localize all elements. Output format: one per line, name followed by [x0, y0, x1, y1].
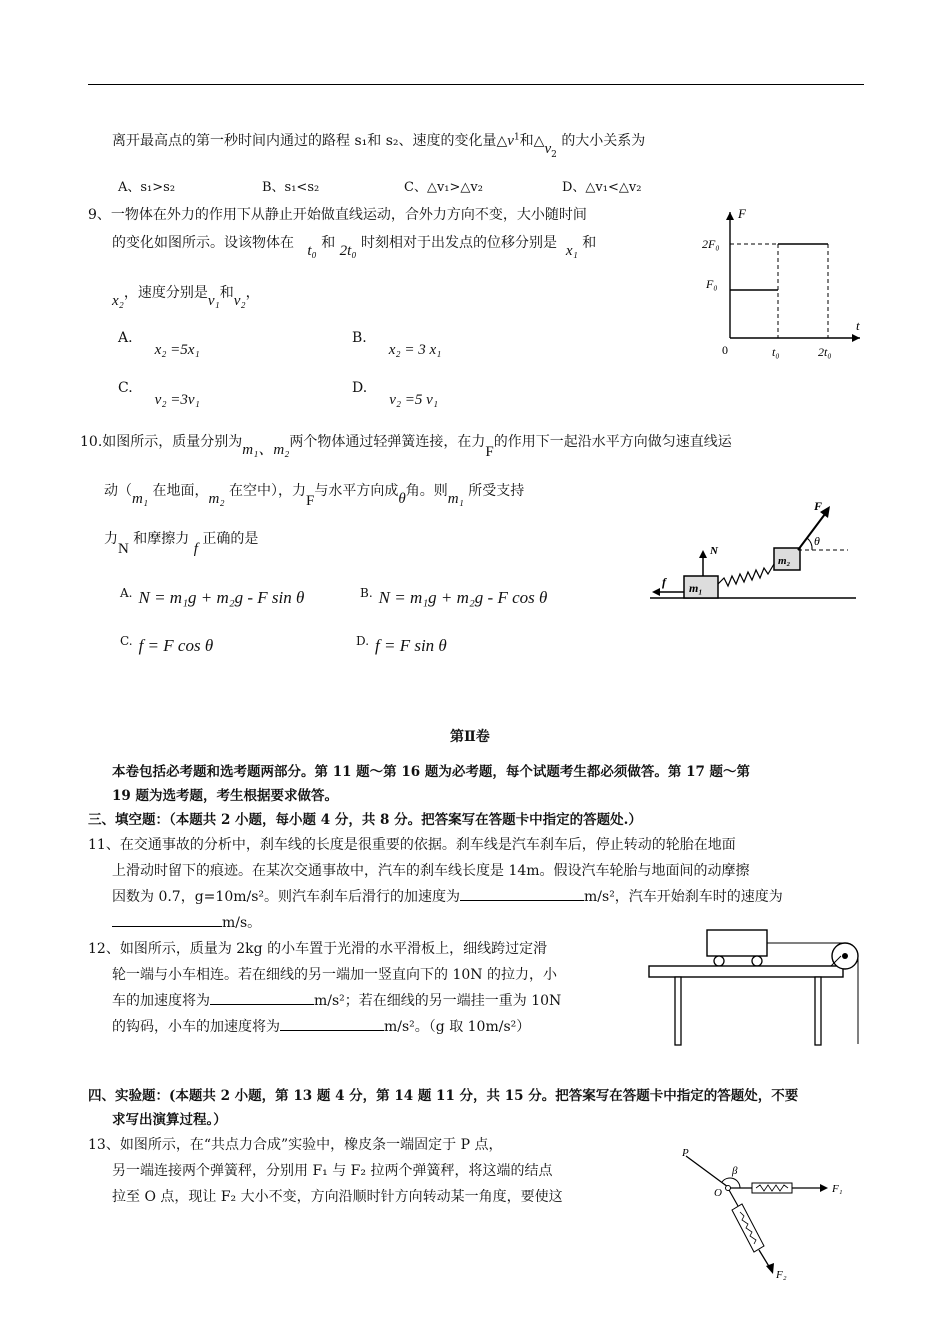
- table-top: [649, 966, 843, 977]
- q13-line1: 13、如图所示，在“共点力合成”实验中，橡皮条一端固定于 P 点，: [88, 1137, 503, 1153]
- q9-line1: 9、一物体在外力的作用下从静止开始做直线运动，合外力方向不变，大小随时间: [88, 207, 587, 223]
- q10-line1: 10.如图所示，质量分别为m₁、m₂两个物体通过轻弹簧连接，在力F的作用下一起沿水平方向做匀速直线运: [80, 434, 732, 460]
- q10-line3: 力N 和摩擦力 f 正确的是: [104, 531, 259, 557]
- q11-answer-blank-2[interactable]: [112, 912, 222, 927]
- spring-scale-2: [732, 1204, 764, 1252]
- normal-force-arrowhead: [699, 550, 707, 558]
- force-composition-figure: [672, 1142, 862, 1282]
- q9-line2: 的变化如图所示。设该物体在 t₀ 和 2t₀ 时刻相对于出发点的位移分别是 x₁ 和: [112, 235, 597, 259]
- q10-option-b: B. N = m₁g + m₂g - F cos θ: [360, 586, 548, 607]
- q12-answer-blank-1[interactable]: [210, 990, 314, 1005]
- normal-force-label: N: [710, 545, 718, 557]
- cart-wheel-right: [752, 956, 762, 966]
- q8-option-b: B、s₁<s₂: [262, 180, 320, 195]
- q12-answer-blank-2[interactable]: [280, 1016, 384, 1031]
- cart-body: [707, 930, 767, 956]
- q9-option-c: C.v₂ =3v₁: [118, 380, 200, 408]
- label-2t0: 2t₀: [818, 345, 832, 359]
- point-o: [726, 1186, 731, 1191]
- f1-label: F₁: [832, 1183, 843, 1195]
- q11-line3: 因数为 0.7，g=10m/s²。则汽车刹车后滑行的加速度为 m/s²，汽车开始刹车时的速度为: [112, 886, 783, 906]
- force-time-graph: [700, 200, 870, 362]
- table-leg-right: [815, 977, 821, 1045]
- sec4-heading-line1: 四、实验题：(本题共 2 小题，第 13 题 4 分，第 14 题 11 分，共 15 分。把答案写在答题卡中指定的答题处，不要: [88, 1088, 799, 1104]
- angle-arc: [807, 538, 812, 550]
- pulley-axle: [842, 953, 848, 959]
- q12-line1: 12、如图所示，质量为 2kg 的小车置于光滑的水平滑板上，细线跨过定滑: [88, 941, 548, 957]
- rubber-band: [686, 1156, 728, 1187]
- label-f0: F₀: [706, 277, 718, 291]
- q12-line4: 的钩码，小车的加速度将为 m/s²。（g 取 10m/s²）: [112, 1016, 530, 1036]
- t-axis-label: t: [856, 318, 860, 333]
- cart-wheel-left: [714, 956, 724, 966]
- q8-stem: 离开最高点的第一秒时间内通过的路程 s₁和 s₂、速度的变化量$\triangle v^1$和$\triangle v_2$ 的大小关系为: [112, 132, 646, 160]
- cart-table-figure: [645, 926, 865, 1048]
- part2-intro-line2: 19 题为选考题，考生根据要求做答。: [112, 788, 338, 804]
- q10-option-d: D. f = F sin θ: [356, 634, 447, 655]
- header-rule: [88, 84, 864, 85]
- spring: [718, 564, 774, 586]
- force-f-arrow: [798, 510, 828, 550]
- q10-option-a: A. N = m₁g + m₂g - F sin θ: [120, 586, 305, 607]
- q9-option-a: A.x₂ =5x₁: [118, 330, 200, 358]
- table-leg-left: [675, 977, 681, 1045]
- q11-answer-blank-1[interactable]: [460, 886, 584, 901]
- block-m2-label: m₂: [778, 555, 791, 567]
- q11-line2: 上滑动时留下的痕迹。在某次交通事故中，汽车的刹车线长度是 14m。假设汽车轮胎与地面间的动摩擦: [112, 863, 750, 879]
- part2-title: 第Ⅱ卷: [450, 729, 490, 745]
- label-t0: t₀: [772, 345, 780, 359]
- f-axis-label: F: [738, 206, 746, 221]
- q11-line4: m/s。: [112, 912, 261, 932]
- q13-line3: 拉至 O 点，现让 F₂ 大小不变，方向沿顺时针方向转动某一角度，要使这: [112, 1189, 563, 1205]
- q8-option-c: C、△v₁>△v₂: [404, 180, 483, 195]
- q9-option-d: D.v₂ =5 v₁: [352, 380, 439, 408]
- q8-option-a: A、s₁>s₂: [118, 180, 176, 195]
- spring-blocks-figure: [648, 496, 858, 608]
- q9-line3: x₂，速度分别是v₁和v₂，: [112, 285, 260, 309]
- f1-arrowhead: [820, 1184, 828, 1192]
- q12-line2: 轮一端与小车相连。若在细线的另一端加一竖直向下的 10N 的拉力，小: [112, 967, 557, 983]
- block-m1-label: m₁: [689, 581, 703, 595]
- point-o-label: O: [714, 1187, 722, 1199]
- f-axis-arrow: [726, 212, 734, 220]
- beta-label: β: [732, 1165, 738, 1177]
- friction-arrowhead: [652, 588, 660, 596]
- f2-label: F₂: [776, 1269, 787, 1281]
- q8-option-d: D、△v₁<△v₂: [562, 180, 642, 195]
- q10-line2: 动（m₁ 在地面，m₂ 在空中），力F与水平方向成θ角。则m₁ 所受支持: [104, 483, 525, 509]
- q11-line1: 11、在交通事故的分析中，刹车线的长度是很重要的依据。刹车线是汽车刹车后，停止转动的轮胎在地面: [88, 837, 736, 853]
- force-f-label: F: [814, 499, 823, 513]
- theta-label: θ: [814, 534, 820, 548]
- t-axis-arrow: [852, 334, 860, 342]
- sec4-heading-line2: 求写出演算过程。）: [112, 1112, 227, 1128]
- sec3-heading: 三、填空题：（本题共 2 小题，每小题 4 分，共 8 分。把答案写在答题卡中指定的答题处.）: [88, 812, 642, 828]
- label-2f0: 2F₀: [702, 237, 720, 251]
- q10-option-c: C. f = F cos θ: [120, 634, 214, 655]
- label-origin: 0: [722, 343, 728, 357]
- q12-line3: 车的加速度将为 m/s²；若在细线的另一端挂一重为 10N: [112, 990, 561, 1010]
- part2-intro-line1: 本卷包括必考题和选考题两部分。第 11 题～第 16 题为必考题，每个试题考生都必须做答。第 17 题～第: [112, 764, 751, 780]
- point-p-label: P: [682, 1147, 689, 1159]
- spring2-hook: [729, 1190, 738, 1206]
- beta-arc: [722, 1178, 740, 1188]
- q9-option-b: B.x₂ = 3 x₁: [352, 330, 442, 358]
- q13-line2: 另一端连接两个弹簧秤，分别用 F₁ 与 F₂ 拉两个弹簧秤，将这端的结点: [112, 1163, 553, 1179]
- friction-label: f: [662, 575, 666, 589]
